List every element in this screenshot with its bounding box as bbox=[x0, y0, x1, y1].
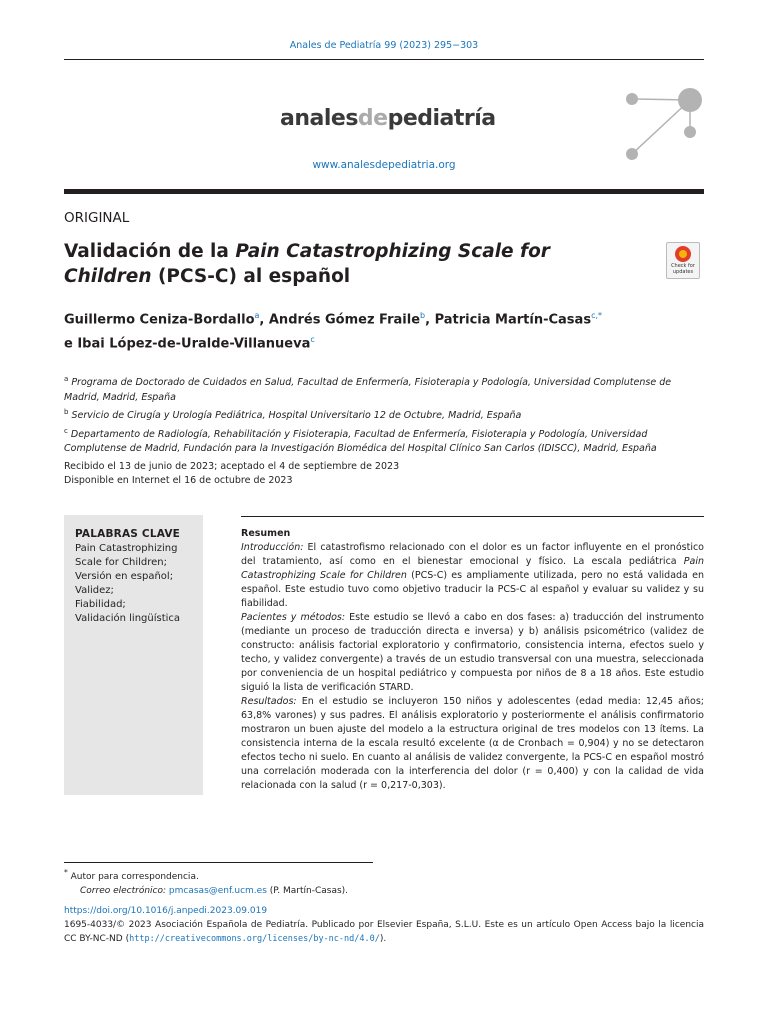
network-nodes-icon bbox=[618, 82, 708, 172]
email-label: Correo electrónico: bbox=[80, 886, 167, 896]
affiliations bbox=[64, 372, 704, 457]
article-type: ORIGINAL bbox=[64, 210, 130, 226]
license-link[interactable]: http://creativecommons.org/licenses/by-nc-nd/4.0/ bbox=[129, 934, 380, 944]
section-text: El catastrofismo relacionado con el dolor es un factor influyente en el pronóstico del tratamiento, así como en el bienestar emocional y físico. La escala pediátrica bbox=[241, 542, 704, 567]
section-label: Resultados: bbox=[241, 696, 297, 707]
footnote-divider bbox=[64, 862, 373, 863]
abstract-results bbox=[241, 695, 704, 793]
keyword-item: Fiabilidad; bbox=[75, 599, 126, 610]
logo-part-pediatria: pediatría bbox=[387, 106, 496, 131]
affiliation-item bbox=[64, 405, 704, 424]
affiliation-item bbox=[64, 372, 704, 405]
online-date: Disponible en Internet el 16 de octubre de 2023 bbox=[64, 475, 293, 486]
author-list bbox=[64, 306, 704, 355]
abstract bbox=[241, 527, 704, 793]
article-title bbox=[64, 239, 624, 289]
affiliation-marker: a bbox=[64, 375, 69, 383]
logo-part-de: de bbox=[357, 106, 388, 131]
author-separator: , bbox=[425, 312, 435, 328]
footnote-text: Autor para correspondencia. bbox=[70, 872, 199, 882]
affiliation-text: Departamento de Radiología, Rehabilitación y Fisioterapia, Facultad de Enfermería, Fisioterapia y Podología, Universidad Complutense de Madrid, Fundación para la Investigación Biomédica del Hospital Clínico San Carlos (IDISCC), Madrid, España bbox=[64, 428, 657, 455]
author-name: Andrés Gómez Fraile bbox=[268, 312, 421, 328]
email-link[interactable]: pmcasas@enf.ucm.es bbox=[168, 886, 267, 896]
title-italic: Pain Catastrophizing Scale for bbox=[235, 241, 550, 262]
article-dates bbox=[64, 460, 704, 488]
check-for-updates-icon[interactable] bbox=[666, 242, 700, 279]
badge-circle bbox=[675, 246, 691, 262]
logo-part-anales: anales bbox=[280, 106, 358, 131]
header-divider bbox=[64, 59, 704, 60]
section-italic: Pain Catastrophizing Scale for Children bbox=[241, 556, 704, 581]
author-separator: , bbox=[259, 312, 269, 328]
abstract-divider bbox=[241, 516, 704, 517]
keywords-heading: PALABRAS CLAVE bbox=[75, 528, 181, 540]
title-text: (PCS-C) al español bbox=[151, 266, 351, 287]
author-affiliation-marker[interactable]: c bbox=[310, 335, 315, 345]
affiliation-item bbox=[64, 424, 704, 457]
badge-line-2: updates bbox=[672, 269, 694, 275]
author-name: Patricia Martín-Casas bbox=[434, 312, 592, 328]
abstract-intro bbox=[241, 541, 704, 611]
affiliation-text: Programa de Doctorado de Cuidados en Salud, Facultad de Enfermería, Fisioterapia y Podología, Universidad Complutense de Madrid, Madrid, España bbox=[64, 377, 672, 403]
title-text: Validación de la bbox=[64, 241, 236, 262]
footnote-marker: * bbox=[64, 868, 68, 877]
section-label: Pacientes y métodos: bbox=[241, 612, 346, 623]
email-suffix: (P. Martín-Casas). bbox=[266, 886, 349, 896]
author-affiliation-marker[interactable]: b bbox=[420, 311, 426, 320]
footnote-line-1 bbox=[64, 866, 704, 884]
title-italic: Children bbox=[64, 266, 152, 287]
affiliation-marker: b bbox=[64, 408, 69, 417]
section-text: En el estudio se incluyeron 150 niños y adolescentes (edad media: 12,45 años; 63,8% varones) y sus padres. El análisis exploratorio y posteriormente el análisis confirmatorio mostraron un buen ajuste del modelo a la estructura original de tres modelos con 13 ítems. La consistencia interna de la escala resultó excelente (α de Cronbach = 0,904) y no se detectaron efectos techo ni suelo. En cuanto al análisis de validez convergente, la PCS-C en español mostró una correlación moderada con la interferencia del dolor (r = 0,400) y con la calidad de vida relacionada con la salud (r = 0,217-0,303). bbox=[241, 696, 704, 791]
keyword-item: Validación lingüística bbox=[75, 613, 181, 624]
copyright-text: 1695-4033/© 2023 Asociación Española de Pediatría. Publicado por Elsevier España, S.L.U. Este es un artículo Open Access bajo la licencia CC BY-NC-ND ( bbox=[64, 920, 704, 944]
author-affiliation-marker[interactable]: a bbox=[254, 311, 260, 320]
affiliation-text: Servicio de Cirugía y Urología Pediátrica, Hospital Universitario 12 de Octubre, Madrid, España bbox=[71, 410, 522, 422]
author-name: e Ibai López-de-Uralde-Villanueva bbox=[64, 336, 311, 352]
section-text: Este estudio se llevó a cabo en dos fases: a) traducción del instrumento (mediante un proceso de traducción directa e inversa) y b) análisis psicométrico (validez de constructo: análisis factorial exploratorio y confirmatorio, consistencia interna, efectos suelo y techo, y validez convergente) a través de un estudio transversal con una muestra, seleccionada por conveniencia de un hospital pediátrico y compuesta por niños de 8 a 18 años. Este estudio siguió la lista de verificación STARD. bbox=[241, 612, 704, 693]
keyword-item: Pain Catastrophizing bbox=[75, 543, 178, 554]
footnote-line-2 bbox=[64, 884, 704, 898]
author-affiliation-marker[interactable]: c,* bbox=[591, 311, 603, 320]
abstract-methods bbox=[241, 611, 704, 695]
keyword-item: Scale for Children; bbox=[75, 557, 167, 568]
keyword-item: Validez; bbox=[75, 585, 114, 596]
journal-logo bbox=[280, 106, 496, 131]
keyword-item: Versión en español; bbox=[75, 571, 174, 582]
copyright-notice bbox=[64, 918, 704, 946]
correspondence-footnote bbox=[64, 866, 704, 898]
author-name: Guillermo Ceniza-Bordallo bbox=[64, 312, 255, 328]
affiliation-marker: c bbox=[64, 426, 68, 435]
journal-site-link[interactable]: www.analesdepediatria.org bbox=[312, 159, 456, 171]
received-date: Recibido el 13 de junio de 2023; aceptado el 4 de septiembre de 2023 bbox=[64, 461, 400, 472]
header-thick-divider bbox=[64, 189, 704, 194]
section-label: Introducción: bbox=[241, 542, 304, 553]
journal-reference[interactable]: Anales de Pediatría 99 (2023) 295−303 bbox=[289, 40, 479, 51]
badge-line-1: Check for bbox=[671, 263, 695, 269]
doi-link[interactable]: https://doi.org/10.1016/j.anpedi.2023.09.019 bbox=[64, 906, 268, 916]
section-text: (PCS-C) es ampliamente utilizada, pero no está validada en español. Este estudio tuvo como objetivo traducir la PCS-C al español y evaluar su validez y su fiabilidad. bbox=[241, 570, 704, 609]
keywords-box bbox=[64, 515, 203, 795]
abstract-heading: Resumen bbox=[241, 528, 291, 539]
copyright-suffix: ). bbox=[379, 934, 387, 944]
